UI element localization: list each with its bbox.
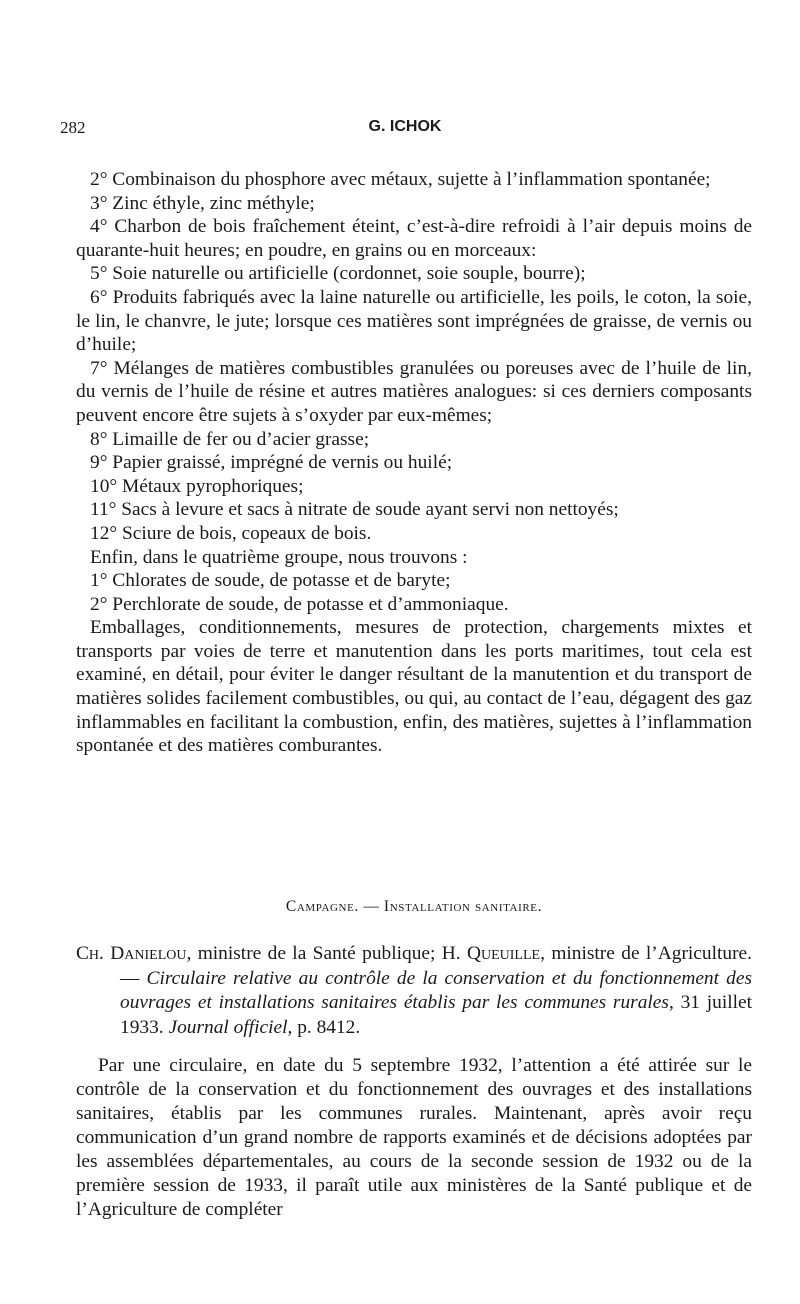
citation-author-2: H. Queuille [441,943,541,964]
paragraph: 6° Produits fabriqués avec la laine naturelle ou artificielle, les poils, le coton, la soie, le lin, le chanvre, le jute; lorsque ces matières sont imprégnées de graisse, de vernis ou d’huile; [76,286,752,356]
citation-text [76,942,752,1040]
paragraph: 8° Limaille de fer ou d’acier grasse; [90,428,370,450]
paragraph: 5° Soie naturelle ou artificielle (cordonnet, soie souple, bourre); [90,263,586,285]
paragraph: 12° Sciure de bois, copeaux de bois. [90,522,372,544]
citation [76,942,752,1040]
paragraph: 11° Sacs à levure et sacs à nitrate de soude ayant servi non nettoyés; [90,499,619,521]
paragraph: 7° Mélanges de matières combustibles granulées ou poreuses avec de l’huile de lin, du vernis de l’huile de résine et autres matières analogues: si ces derniers composants peuvent encore être sujets à s’oxyder par eux-mêmes; [76,357,752,426]
citation-date: , 31 juillet 1933. [120,992,752,1038]
paragraph: Enfin, dans le quatrième groupe, nous trouvons : [90,546,468,568]
paragraph: 2° Perchlorate de soude, de potasse et d’ammoniaque. [90,593,509,615]
citation-journal: Journal officiel [168,1016,288,1038]
citation-role-1: , ministre de la Santé publique; [186,943,442,964]
paragraph: 2° Combinaison du phosphore avec métaux, sujette à l’inflammation spontanée; [90,169,711,190]
page-number: 282 [60,118,86,137]
paragraph: 4° Charbon de bois fraîchement éteint, c’est-à-dire refroidi à l’air depuis moins de quarante-huit heures; en poudre, en grains ou en morceaux: [76,216,752,261]
paragraph: 10° Métaux pyrophoriques; [90,475,304,497]
final-text [76,1054,752,1222]
citation-page: , p. 8412. [287,1016,361,1038]
running-author: G. ICHOK [368,118,442,135]
paragraph: Emballages, conditionnements, mesures de protection, chargements mixtes et transports par voies de terre et manutention dans les ports maritimes, tout cela est examiné, en détail, pour éviter le danger résultant de la manutention et du transport de matières solides facilement combustibles, ou qui, au contact de l’eau, dégagent des gaz inflammables en facilitant la combustion, enfin, des matières, sujettes à l’inflammation spontanée et des matières comburantes. [76,617,752,757]
citation-role-2: , ministre de l’Agriculture. — [120,943,752,989]
section-heading: Campagne. — Installation sanitaire. [285,898,543,915]
citation-author-1: Ch. Danielou [76,943,187,964]
paragraph: 3° Zinc éthyle, zinc méthyle; [90,192,315,214]
running-header [60,118,750,144]
paragraph: 1° Chlorates de soude, de potasse et de baryte; [90,570,451,592]
paragraph: Par une circulaire, en date du 5 septembre 1932, l’attention a été attirée sur le contrôle de la conservation et du fonctionnement des ouvrages et des installations sanitaires, établis par les communes rurales. Maintenant, après avoir reçu communication d’un grand nombre de rapports examinés et de décisions adoptées par les assemblées départementales, au cours de la seconde session de 1932 ou de la première session de 1933, il paraît utile aux ministères de la Santé publique et de l’Agriculture de compléter [76,1055,752,1220]
body-text [76,168,752,758]
paragraph: 9° Papier graissé, imprégné de vernis ou huilé; [90,452,453,474]
citation-title: Circulaire relative au contrôle de la conservation et du fonctionnement des ouvrages et installations sanitaires établis par les communes rurales [120,967,752,1013]
